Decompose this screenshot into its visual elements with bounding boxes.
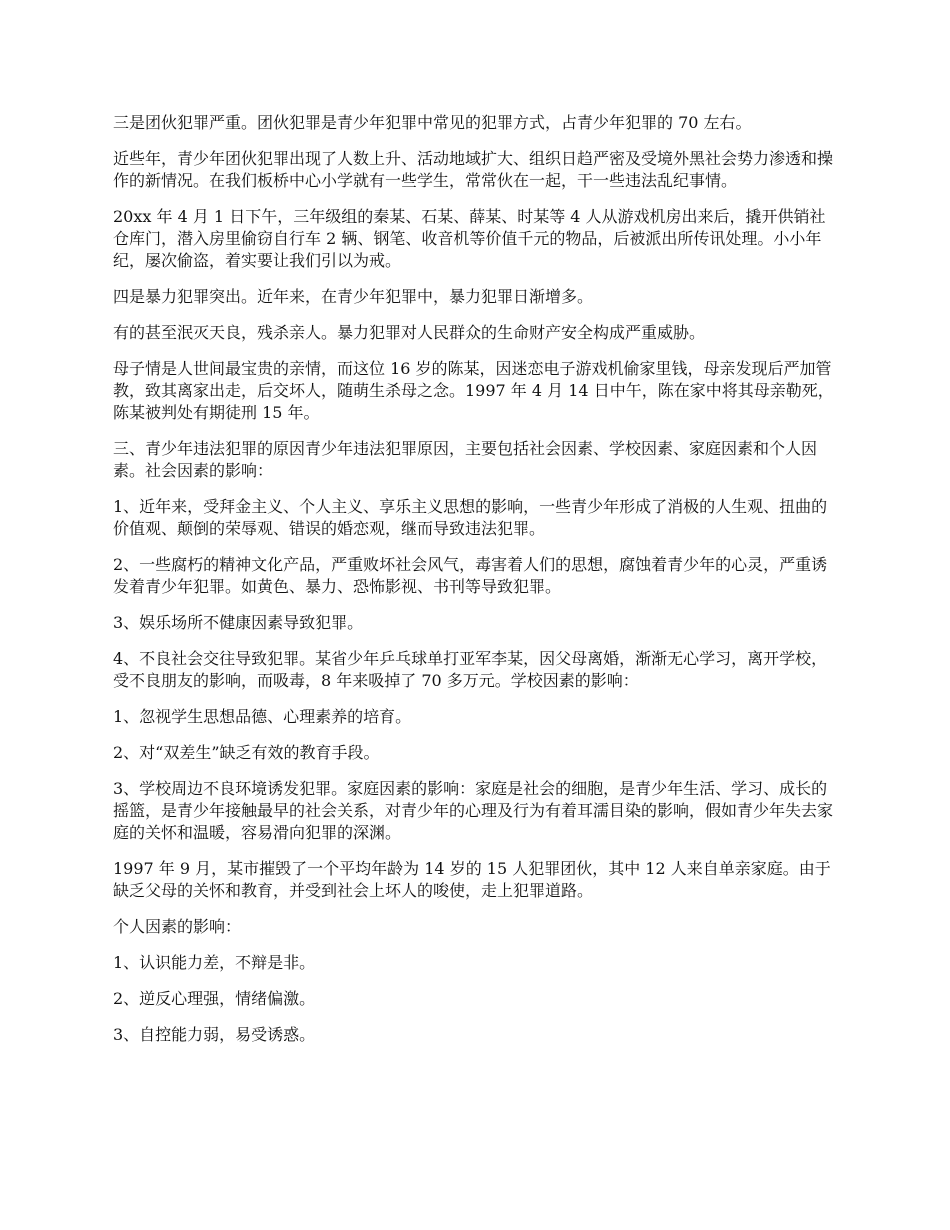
paragraph-theft-case: 20xx 年 4 月 1 日下午，三年级组的秦某、石某、薛某、时某等 4 人从游戏机房出来后，撬开供销社仓库门，潜入房里偷窃自行车 2 辆、钢笔、收音机等价值千元的物品，后被派出所传讯处理。小小年纪，屡次偷盗，着实要让我们引以为戒。 (113, 207, 826, 270)
paragraph-school-factor-1: 1、忽视学生思想品德、心理素养的培育。 (113, 707, 412, 726)
paragraph-family-case: 1997 年 9 月，某市摧毁了一个平均年龄为 14 岁的 15 人犯罪团伙，其中 12 人来自单亲家庭。由于缺乏父母的关怀和教育，并受到社会上坏人的唆使，走上犯罪道路。 (113, 859, 831, 900)
paragraph-social-factor-2: 2、一些腐朽的精神文化产品，严重败坏社会风气，毒害着人们的思想，腐蚀着青少年的心灵，严重诱发着青少年犯罪。如黄色、暴力、恐怖影视、书刊等导致犯罪。 (113, 555, 828, 596)
paragraph-personal-factor-1: 1、认识能力差，不辩是非。 (113, 953, 316, 972)
paragraph-school-factor-3: 3、学校周边不良环境诱发犯罪。家庭因素的影响：家庭是社会的细胞，是青少年生活、学习、成长的摇篮，是青少年接触最早的社会关系，对青少年的心理及行为有着耳濡目染的影响，假如青少年失去家庭的关怀和温暖，容易滑向犯罪的深渊。 (113, 779, 834, 842)
paragraph-causes-heading: 三、青少年违法犯罪的原因青少年违法犯罪原因，主要包括社会因素、学校因素、家庭因素和个人因素。社会因素的影响： (113, 439, 818, 480)
paragraph-matricide-case: 母子情是人世间最宝贵的亲情，而这位 16 岁的陈某，因迷恋电子游戏机偷家里钱，母亲发现后严加管教，致其离家出走，后交坏人，随萌生杀母之念。1997 年 4 月 14 日中午，陈在家中将其母亲勒死，陈某被判处有期徒刑 15 年。 (113, 359, 834, 422)
paragraph-social-factor-4: 4、不良社会交往导致犯罪。某省少年乒乓球单打亚军李某，因父母离婚，渐渐无心学习，离开学校，受不良朋友的影响，而吸毒，8 年来吸掉了 70 多万元。学校因素的影响： (113, 649, 828, 690)
paragraph-gang-crime: 三是团伙犯罪严重。团伙犯罪是青少年犯罪中常见的犯罪方式，占青少年犯罪的 70 左右。 (113, 113, 752, 132)
paragraph-personal-factor-2: 2、逆反心理强，情绪偏激。 (113, 989, 316, 1008)
paragraph-social-factor-1: 1、近年来，受拜金主义、个人主义、享乐主义思想的影响，一些青少年形成了消极的人生观、扭曲的价值观、颠倒的荣辱观、错误的婚恋观，继而导致违法犯罪。 (113, 497, 828, 538)
paragraph-violent-crime: 四是暴力犯罪突出。近年来，在青少年犯罪中，暴力犯罪日渐增多。 (113, 287, 594, 306)
paragraph-gang-trends: 近些年，青少年团伙犯罪出现了人数上升、活动地域扩大、组织日趋严密及受境外黑社会势力渗透和操作的新情况。在我们板桥中心小学就有一些学生，常常伙在一起，干一些违法乱纪事情。 (113, 149, 834, 190)
paragraph-social-factor-3: 3、娱乐场所不健康因素导致犯罪。 (113, 613, 364, 632)
paragraph-school-factor-2: 2、对“双差生”缺乏有效的教育手段。 (113, 743, 380, 762)
document-body (113, 112, 840, 1060)
paragraph-personal-heading: 个人因素的影响： (113, 917, 242, 936)
paragraph-personal-factor-3: 3、自控能力弱，易受诱惑。 (113, 1025, 316, 1044)
paragraph-violent-threat: 有的甚至泯灭天良，残杀亲人。暴力犯罪对人民群众的生命财产安全构成严重威胁。 (113, 323, 706, 342)
